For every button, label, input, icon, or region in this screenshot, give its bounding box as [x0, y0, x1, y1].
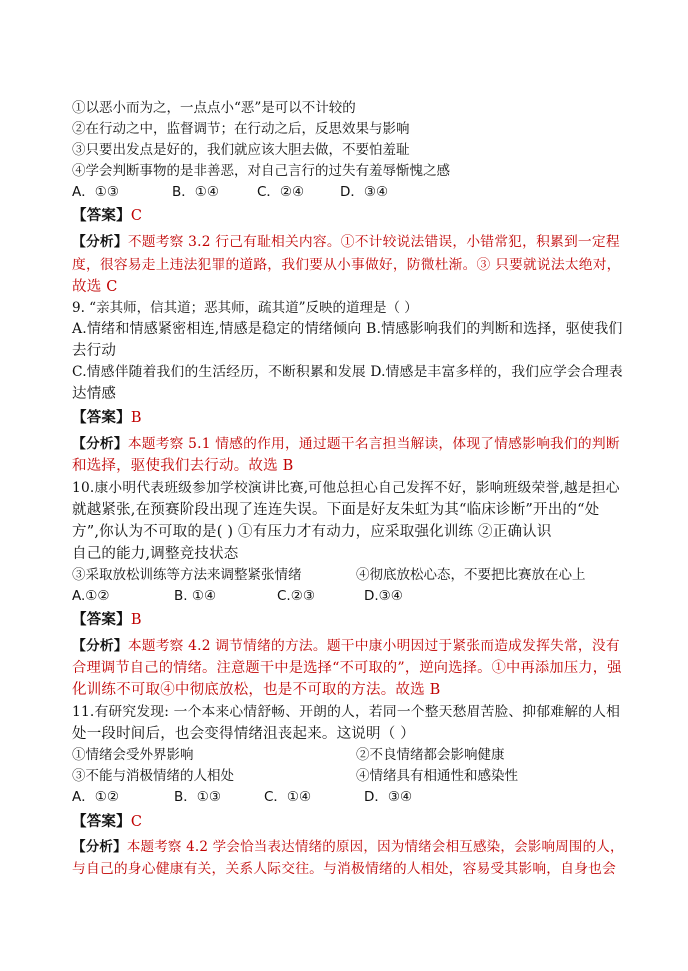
q9-analysis-line-1	[72, 434, 620, 454]
q10-stem-1: 10.康小明代表班级参加学校演讲比赛,可他总担心自己发挥不好，影响班级荣誉,越是担心	[72, 480, 620, 496]
q11-answer	[72, 812, 142, 832]
q8-option-a: A．①③	[72, 184, 119, 200]
q8-analysis-line-2: 度，很容易走上违法犯罪的道路，我们要从小事做好，防微杜渐。③ 只要就说法太绝对，	[72, 257, 621, 273]
answer-value: C	[130, 814, 143, 830]
q10-analysis-line-1	[72, 636, 620, 656]
analysis-text: 本题考察 5.1 情感的作用，通过题干名言担当解读，体现了情感影响我们的判断	[127, 436, 620, 452]
q11-statement-4: ④情绪具有相通性和感染性	[356, 768, 518, 784]
q9-analysis-line-2: 和选择，驱使我们去行动。故选 B	[72, 458, 294, 474]
answer-tag: 【答案】	[72, 409, 131, 426]
answer-tag: 【答案】	[72, 813, 131, 830]
q10-option-a: A.①②	[72, 588, 110, 604]
q8-option-c: C．②④	[257, 184, 305, 200]
q11-option-c: C．①④	[264, 789, 312, 805]
q9-answer	[72, 408, 142, 428]
analysis-tag: 【分析】	[72, 839, 127, 855]
q9-option-ab: A.情绪和情感紧密相连,情感是稳定的情绪倾向 B.情感影响我们的判断和选择，驱使我们	[72, 321, 623, 337]
q11-option-a: A．①②	[72, 789, 119, 805]
analysis-tag: 【分析】	[72, 234, 128, 250]
q10-option-d: D.③④	[364, 588, 403, 604]
statement-3: ③只要出发点是好的，我们就应该大胆去做，不要怕羞耻	[72, 142, 410, 158]
q8-option-b: B．①④	[172, 184, 219, 200]
q11-analysis-line-1	[72, 837, 624, 857]
analysis-tag: 【分析】	[72, 638, 128, 654]
q10-answer	[72, 610, 142, 630]
q11-analysis-line-2: 与自己的身心健康有关，关系人际交往。与消极情绪的人相处，容易受其影响，自身也会	[72, 861, 617, 877]
q11-stem-1: 11.有研究发现: 一个本来心情舒畅、开朗的人，若同一个整天愁眉苦脸、抑郁难解的人相	[72, 704, 621, 720]
q10-stem-3: 方”,你认为不可取的是( ) ①有压力才有动力，应采取强化训练 ②正确认识	[72, 524, 552, 540]
analysis-text: 本题考察 4.2 学会恰当表达情绪的原因，因为情绪会相互感染，会影响周围的人，	[126, 839, 624, 855]
q11-statement-2: ②不良情绪都会影响健康	[356, 747, 505, 763]
statement-1: ①以恶小而为之，一点点小“恶”是可以不计较的	[72, 100, 356, 116]
answer-value: B	[130, 410, 142, 426]
answer-tag: 【答案】	[72, 207, 131, 224]
statement-2: ②在行动之中，监督调节；在行动之后，反思效果与影响	[72, 121, 410, 137]
q11-statement-3: ③不能与消极情绪的人相处	[72, 768, 234, 784]
q10-stem-4: 自己的能力,调整竞技状态	[72, 546, 239, 562]
q10-statement-3: ③采取放松训练等方法来调整紧张情绪	[72, 567, 302, 583]
q8-analysis-line-1	[72, 232, 620, 252]
answer-tag: 【答案】	[72, 611, 131, 628]
analysis-text: ①不计较说法错误，小错常犯，积累到一定程	[340, 234, 620, 250]
q9-option-cd: C.情感伴随着我们的生活经历，不断积累和发展 D.情感是丰富多样的，我们应学会合理表	[72, 364, 623, 380]
q9-option-d-cont: 达情感	[72, 386, 117, 402]
q10-statement-4: ④彻底放松心态，不要把比赛放在心上	[356, 567, 586, 583]
q8-analysis-line-3: 故选 C	[72, 279, 118, 295]
q11-option-d: D．③④	[364, 789, 413, 805]
q10-option-b: B. ①④	[174, 588, 217, 604]
q11-statement-1: ①情绪会受外界影响	[72, 747, 194, 763]
q8-option-d: D．③④	[340, 184, 389, 200]
q8-answer	[72, 206, 142, 226]
q9-option-b-cont: 去行动	[72, 343, 117, 359]
q10-analysis-line-3: 化训练不可取④中彻底放松，也是不可取的方法。故选 B	[72, 682, 441, 698]
q11-stem-2: 处一段时间后，也会变得情绪沮丧起来。这说明（ ）	[72, 726, 415, 742]
q9-stem: 9. “亲其师，信其道；恶其师，疏其道”反映的道理是（ ）	[72, 300, 418, 316]
answer-value: C	[130, 208, 143, 224]
q11-option-b: B．①③	[174, 789, 221, 805]
analysis-text: 本题考察 4.2 调节情绪的方法。题干中康小明因过于紧张而造成发挥失常，没有	[127, 638, 620, 654]
analysis-text: 不题考察 3.2 行己有耻相关内容。	[127, 234, 341, 250]
answer-value: B	[130, 612, 142, 628]
q10-stem-2: 就越紧张,在预赛阶段出现了连连失误。下面是好友朱虹为其“临床诊断”开出的“处	[72, 502, 600, 518]
statement-4: ④学会判断事物的是非善恶，对自己言行的过失有羞辱惭愧之感	[72, 163, 450, 179]
analysis-tag: 【分析】	[72, 436, 128, 452]
q10-option-c: C.②③	[277, 588, 315, 604]
q10-analysis-line-2: 合理调节自己的情绪。注意题干中是选择“不可取的”，逆向选择。①中再添加压力，强	[72, 660, 622, 676]
